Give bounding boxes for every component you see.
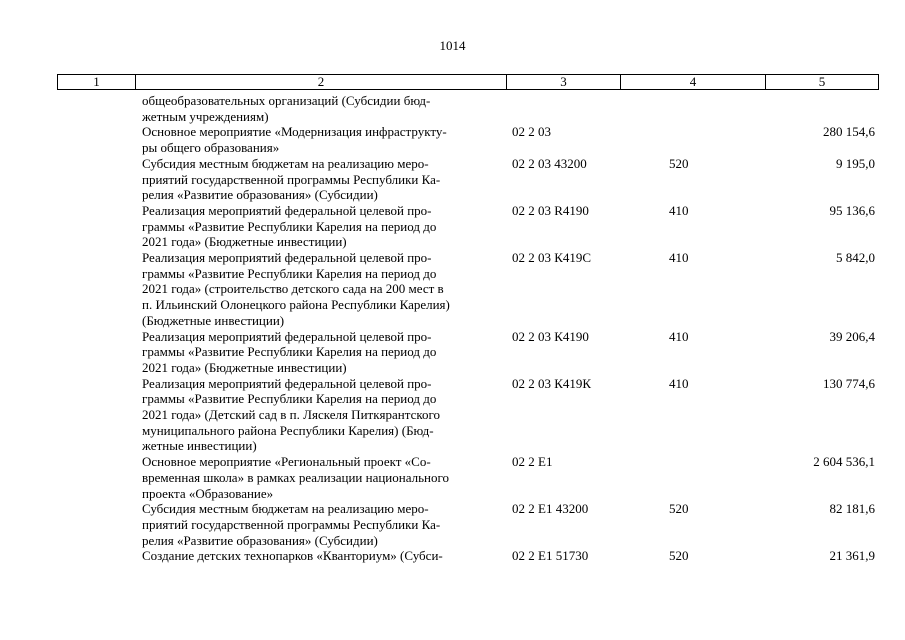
- row-expense-type: 410: [669, 250, 689, 266]
- row-amount: 5 842,0: [836, 250, 875, 266]
- header-col-4: 4: [621, 75, 766, 89]
- row-expense-type: 410: [669, 375, 689, 391]
- description-line: общеобразовательных организаций (Субсидии бюд-: [142, 93, 431, 108]
- table-row: [0, 454, 905, 501]
- description-line: Основное мероприятие «Региональный проект «Со-: [142, 454, 431, 470]
- table-row: [0, 250, 905, 329]
- description-line: жетным учреждениям): [142, 108, 269, 124]
- row-description: [142, 93, 512, 124]
- row-amount: 95 136,6: [829, 202, 875, 218]
- description-line: граммы «Развитие Республики Карелия на период до: [142, 391, 437, 407]
- description-line: проекта «Образование»: [142, 485, 274, 501]
- row-code: 02 2 E1 51730: [512, 548, 589, 564]
- table-row: [0, 203, 905, 250]
- description-line: релия «Развитие образования» (Субсидии): [142, 532, 378, 548]
- description-line: ры общего образования»: [142, 140, 280, 156]
- row-expense-type: 410: [669, 328, 689, 344]
- description-line: 2021 года» (Бюджетные инвестиции): [142, 234, 347, 250]
- header-col-1: 1: [58, 75, 136, 89]
- description-line: муниципального района Республики Карелия) (Бюд-: [142, 422, 434, 438]
- row-description: [142, 124, 512, 155]
- description-line: временная школа» в рамках реализации национального: [142, 469, 449, 485]
- page-number: 1014: [439, 38, 466, 53]
- description-line: приятий государственной программы Республики Ка-: [142, 516, 441, 532]
- description-line: релия «Развитие образования» (Субсидии): [142, 187, 378, 203]
- row-expense-type: 520: [669, 501, 689, 517]
- row-code: 02 2 E1 43200: [512, 501, 589, 517]
- header-col-2: 2: [136, 75, 507, 89]
- header-col-3: 3: [507, 75, 621, 89]
- description-line: 2021 года» (Детский сад в п. Ляскеля Питкярантского: [142, 407, 441, 423]
- row-code: 02 2 03 К419С: [512, 250, 592, 266]
- description-line: Основное мероприятие «Модернизация инфраструкту-: [142, 124, 447, 140]
- description-line: 2021 года» (строительство детского сада на 200 мест в: [142, 281, 444, 297]
- description-line: п. Ильинский Олонецкого района Республики Карелия): [142, 297, 450, 313]
- table-row: [0, 124, 905, 155]
- description-line: Реализация мероприятий федеральной целевой про-: [142, 250, 432, 266]
- row-description: [142, 203, 512, 250]
- description-line: жетные инвестиции): [142, 438, 257, 454]
- header-col-5: 5: [818, 74, 826, 89]
- row-amount: 280 154,6: [823, 124, 875, 140]
- table-row: [0, 156, 905, 203]
- row-expense-type: 410: [669, 202, 689, 218]
- row-description: [142, 376, 512, 455]
- description-line: Субсидия местным бюджетам на реализацию меро-: [142, 155, 429, 171]
- row-amount: 9 195,0: [836, 155, 875, 171]
- table-row: [0, 329, 905, 376]
- table-row: [0, 548, 905, 564]
- row-expense-type: 520: [669, 155, 689, 171]
- table-row: [0, 93, 905, 124]
- description-line: граммы «Развитие Республики Карелия на период до: [142, 218, 437, 234]
- row-code: 02 2 E1: [512, 454, 553, 470]
- row-code: 02 2 03 R4190: [512, 202, 589, 218]
- table-body: [0, 93, 905, 564]
- table-header: [57, 74, 879, 90]
- description-line: Создание детских технопарков «Кванториум» (Субси-: [142, 548, 443, 564]
- row-description: [142, 250, 512, 329]
- row-code: 02 2 03: [512, 124, 551, 140]
- row-description: [142, 454, 512, 501]
- description-line: Субсидия местным бюджетам на реализацию меро-: [142, 501, 429, 517]
- row-description: [142, 501, 512, 548]
- description-line: Реализация мероприятий федеральной целевой про-: [142, 375, 432, 391]
- row-amount: 130 774,6: [823, 375, 875, 391]
- row-amount: 39 206,4: [829, 328, 875, 344]
- table-row: [0, 501, 905, 548]
- description-line: 2021 года» (Бюджетные инвестиции): [142, 359, 347, 375]
- description-line: граммы «Развитие Республики Карелия на период до: [142, 265, 437, 281]
- row-description: [142, 329, 512, 376]
- row-description: [142, 156, 512, 203]
- description-line: Реализация мероприятий федеральной целевой про-: [142, 328, 432, 344]
- table-row: [0, 376, 905, 455]
- row-code: 02 2 03 К4190: [512, 328, 589, 344]
- row-expense-type: 520: [669, 548, 689, 564]
- row-amount: 21 361,9: [829, 548, 875, 564]
- row-amount: 82 181,6: [829, 501, 875, 517]
- row-description: [142, 548, 512, 564]
- description-line: (Бюджетные инвестиции): [142, 312, 285, 328]
- description-line: приятий государственной программы Республики Ка-: [142, 171, 441, 187]
- row-amount: 2 604 536,1: [813, 454, 875, 470]
- row-code: 02 2 03 К419К: [512, 375, 592, 391]
- description-line: Реализация мероприятий федеральной целевой про-: [142, 202, 432, 218]
- description-line: граммы «Развитие Республики Карелия на период до: [142, 344, 437, 360]
- row-code: 02 2 03 43200: [512, 155, 587, 171]
